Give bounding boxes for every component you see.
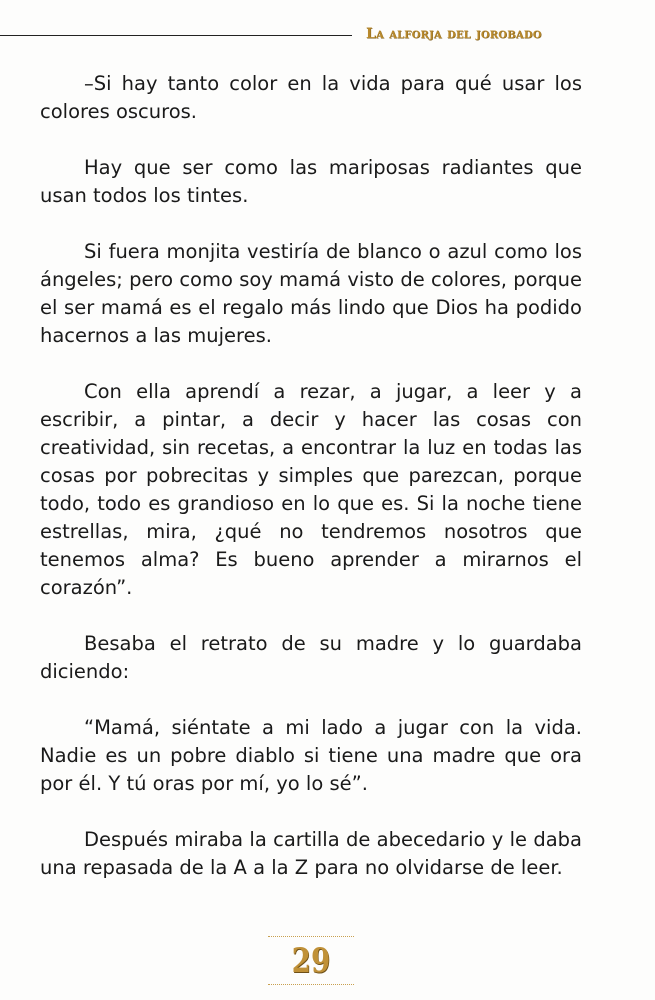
folio-rule-bottom xyxy=(268,984,354,985)
page-number: 29 xyxy=(291,941,331,981)
paragraph: Si fuera monjita vestiría de blanco o azul como los ángeles; pero como soy mamá visto de colores, porque el ser mamá es el regalo más lindo que Dios ha podido hacernos a las mujeres. xyxy=(40,240,582,347)
folio-rule-top xyxy=(268,936,354,937)
body-text xyxy=(40,70,582,910)
running-title: La alforja del jorobado xyxy=(366,26,542,42)
paragraph: “Mamá, siéntate a mi lado a jugar con la vida. Nadie es un pobre diablo si tiene una madre que ora por él. Y tú oras por mí, yo lo sé”. xyxy=(40,716,582,795)
header-rule xyxy=(0,35,352,36)
paragraph: Con ella aprendí a rezar, a jugar, a leer y a escribir, a pintar, a decir y hacer las cosas con creatividad, sin recetas, a encontrar la luz en todas las cosas por pobrecitas y simples que parezcan, porque todo, todo es grandioso en lo que es. Si la noche tiene estrellas, mira, ¿qué no tendremos nosotros que tenemos alma? Es bueno aprender a mirarnos el corazón”. xyxy=(40,380,582,599)
running-header xyxy=(0,26,655,46)
paragraph: Besaba el retrato de su madre y lo guardaba diciendo: xyxy=(40,632,582,683)
page-footer xyxy=(0,930,655,990)
paragraph: –Si hay tanto color en la vida para qué usar los colores oscuros. xyxy=(40,72,582,123)
paragraph: Después miraba la cartilla de abecedario y le daba una repasada de la A a la Z para no olvidarse de leer. xyxy=(40,828,582,879)
paragraph: Hay que ser como las mariposas radiantes que usan todos los tintes. xyxy=(40,156,582,207)
